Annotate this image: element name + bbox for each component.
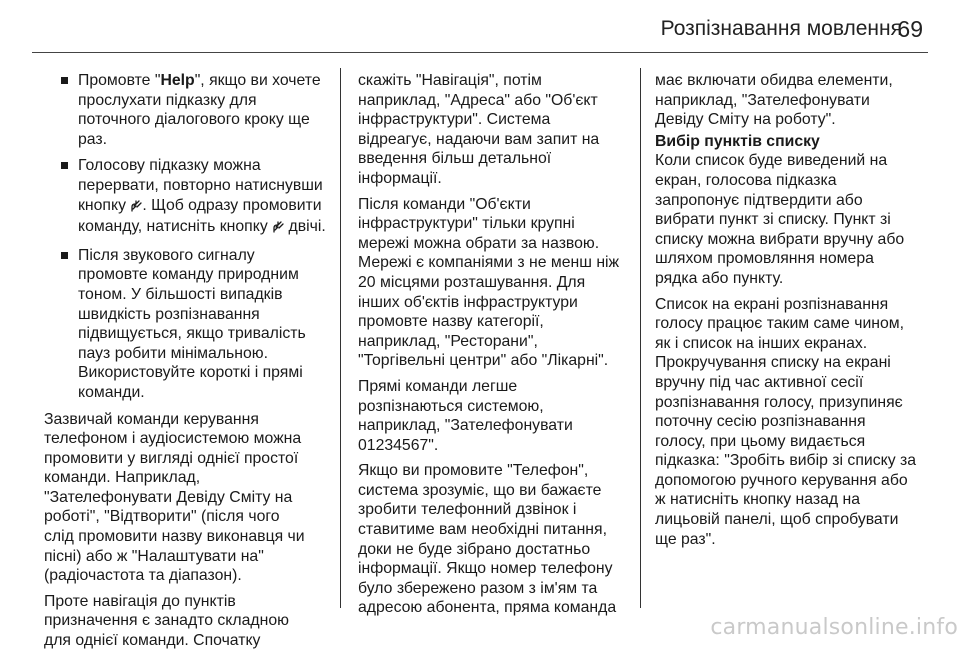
text-line: зробити телефонний дзвінок і — [358, 501, 577, 519]
bullet-help — [61, 71, 329, 149]
column-divider-1 — [340, 68, 341, 608]
text-line: для однієї команди. Спочатку — [44, 632, 261, 650]
text-line: роботі", "Відтворити" (після чого — [44, 508, 280, 526]
text-line: тоном. У більшості випадків — [78, 285, 283, 303]
text-line: прослухати підказку для — [78, 91, 257, 109]
bullet-after-signal — [61, 246, 329, 403]
help-keyword: Help — [160, 72, 195, 89]
paragraph — [358, 71, 628, 189]
text-line: як і список на інших екранах. — [655, 334, 868, 352]
text-line: Прокручування списку на екрані — [655, 354, 891, 372]
text-line: наприклад, "Зателефонувати — [655, 91, 870, 109]
text-line: слід промовити назву виконавця чи — [44, 528, 305, 546]
text-line: інших об'єктів інфраструктури — [358, 293, 578, 311]
column-divider-2 — [640, 68, 641, 608]
text-line: інфраструктури". Система — [358, 111, 551, 129]
text-line: введення більш детальної — [358, 150, 552, 168]
text-line: вибрати пункт зі списку. Пункт зі — [655, 211, 891, 229]
text-fragment: ", якщо ви хочете — [194, 72, 321, 89]
text-line: рядка або пункту. — [655, 269, 784, 287]
text-line: телефоном і аудіосистемою можна — [44, 430, 302, 448]
text-line: промовте назву категорії, — [358, 313, 544, 331]
text-line: поточного діалогового кроку ще — [78, 111, 310, 129]
text-line: раз. — [78, 130, 108, 148]
text-line: лицьовій панелі, щоб спробувати — [655, 511, 899, 529]
text-line: було збережено разом з ім'ям та — [358, 579, 598, 597]
text-line: Якщо ви промовите "Телефон", — [358, 462, 589, 480]
paragraph — [358, 461, 628, 618]
paragraph — [358, 195, 628, 371]
text-line: Використовуйте короткі і прямі — [78, 364, 303, 382]
text-line: інформації. — [358, 169, 442, 187]
text-line — [78, 71, 329, 91]
text-line: інформації. Якщо номер телефону — [358, 560, 613, 578]
watermark: carmanualsonline.info — [710, 615, 958, 640]
text-line: Девіду Сміту на роботу". — [655, 111, 836, 129]
text-line: розпізнавання голосу, призупиняє — [655, 393, 903, 411]
text-line: пауз робити мінімальною. — [78, 344, 269, 362]
text-line: наприклад, "Зателефонувати — [358, 417, 573, 435]
text-line: має включати обидва елементи, — [655, 72, 893, 89]
bullet-marker — [61, 77, 68, 84]
text-line: ж натисніть кнопку назад на — [655, 491, 860, 509]
paragraph — [655, 295, 925, 550]
text-line: голосу працює таким саме чином, — [655, 315, 905, 333]
text-line: Прямі команди легше — [358, 377, 518, 395]
text-line: поточну сесію розпізнавання — [655, 413, 866, 431]
bullet-marker — [61, 162, 68, 169]
text-line: Після звукового сигналу — [78, 246, 255, 264]
text-line: "Зателефонувати Девіду Сміту на — [44, 488, 293, 506]
page-header — [0, 0, 960, 52]
column-1 — [44, 71, 329, 657]
text-line: інфраструктури" тільки крупні — [358, 215, 575, 233]
text-line: підказка: "Зробіть вибір зі списку за — [655, 452, 917, 470]
section-heading: Вибір пунктів списку — [655, 132, 820, 150]
text-line: призначення є занадто складною — [44, 612, 289, 630]
text-line: Зазвичай команди керування — [44, 410, 259, 428]
text-fragment: . Щоб одразу промовити — [142, 196, 322, 214]
text-line: списку можна вибрати вручну або — [655, 230, 905, 248]
text-line: Голосову підказку можна — [78, 157, 261, 175]
page-title: Розпізнавання мовлення — [660, 17, 902, 40]
text-line: швидкість розпізнавання — [78, 305, 260, 323]
header-divider — [32, 52, 928, 53]
text-line: шляхом промовляння номера — [655, 250, 874, 268]
text-line: скажіть "Навігація", потім — [358, 72, 542, 89]
text-line: голосу, при цьому видається — [655, 432, 866, 450]
text-line: підвищується, якщо тривалість — [78, 325, 306, 343]
text-line: наприклад, "Ресторани", — [358, 332, 538, 350]
column-3 — [655, 71, 925, 555]
text-line: екран, голосова підказка — [655, 171, 837, 189]
text-line: запропонує підтвердити або — [655, 191, 863, 209]
text-line: наприклад, "Адреса" або "Об'єкт — [358, 91, 598, 109]
text-line — [78, 196, 329, 218]
paragraph — [44, 410, 329, 586]
text-line: ще раз". — [655, 530, 716, 548]
text-line: Список на екрані розпізнавання — [655, 295, 889, 313]
text-line: промовте команду природним — [78, 266, 299, 284]
column-2 — [358, 71, 628, 624]
talk-icon — [130, 198, 142, 218]
text-line: доки не буде зібрано достатньо — [358, 540, 591, 558]
text-fragment: Промовте " — [78, 72, 161, 89]
text-line: (радіочастота та діапазон). — [44, 567, 242, 585]
text-line: ставитиме вам необхідні питання, — [358, 521, 607, 539]
text-line: команди. Наприклад, — [44, 469, 201, 487]
text-line: Коли список буде виведений на — [655, 152, 888, 170]
paragraph — [655, 151, 925, 288]
text-line: команди. — [78, 383, 145, 401]
text-line: Після команди "Об'єкти — [358, 195, 531, 213]
text-line: 01234567". — [358, 436, 439, 454]
text-line: адресою абонента, пряма команда — [358, 599, 617, 617]
text-line: вручну під час активної сесії — [655, 373, 864, 391]
paragraph — [655, 71, 925, 130]
text-line: "Торгівельні центри" або "Лікарні". — [358, 352, 609, 370]
text-line: мережі можна обрати за назвою. — [358, 234, 600, 252]
text-fragment: команду, натисніть кнопку — [78, 218, 273, 236]
text-fragment: кнопку — [78, 196, 131, 214]
text-line — [78, 217, 329, 239]
text-line: пісні) або ж "Налаштувати на" — [44, 547, 264, 565]
talk-icon — [272, 219, 284, 239]
text-line: Мережі є компаніями з не менш ніж — [358, 254, 620, 272]
bullet-marker — [61, 252, 68, 259]
text-line: Проте навігація до пунктів — [44, 592, 236, 610]
text-line: відреагує, надаючи вам запит на — [358, 130, 600, 148]
text-line: 20 місцями розташування. Для — [358, 273, 586, 291]
paragraph — [358, 377, 628, 455]
bullet-interrupt — [61, 156, 329, 238]
text-line: розпізнаються системою, — [358, 397, 544, 415]
text-line: промовити у вигляді однієї простої — [44, 449, 299, 467]
text-line: перервати, повторно натиснувши — [78, 176, 323, 194]
text-fragment: двічі. — [284, 218, 326, 236]
text-line: допомогою ручного керування або — [655, 471, 908, 489]
page-number: 69 — [897, 16, 923, 42]
text-line: система зрозуміє, що ви бажаєте — [358, 481, 602, 499]
